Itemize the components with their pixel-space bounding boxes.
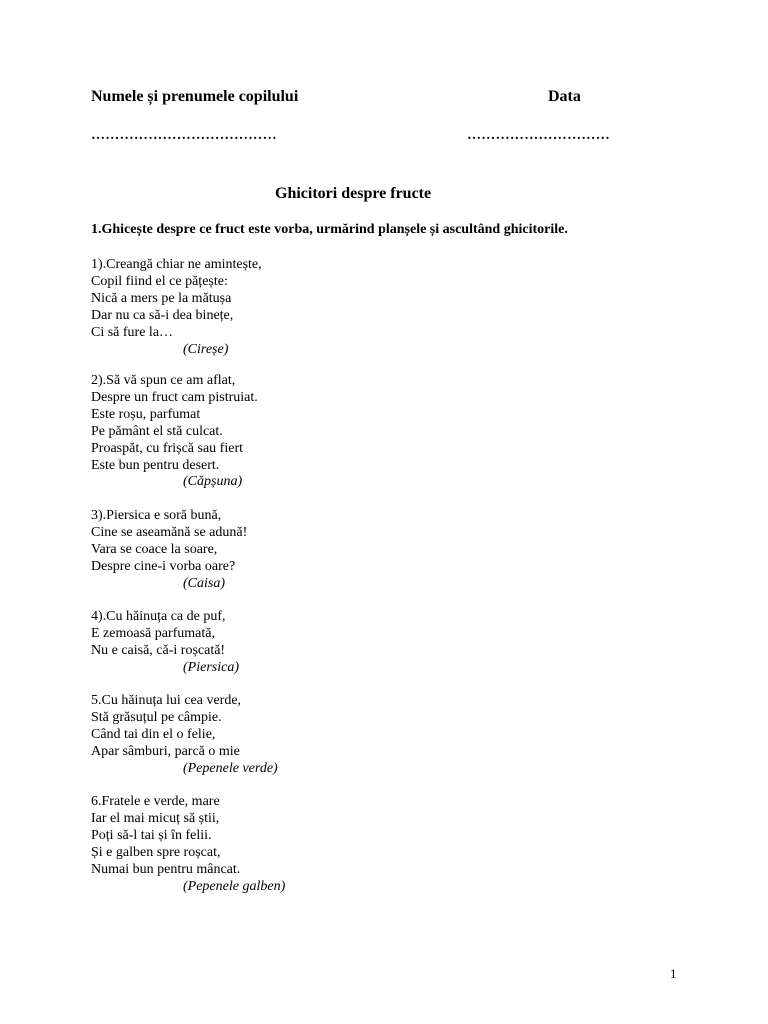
riddle-line: Proaspăt, cu frișcă sau fiert	[91, 440, 243, 456]
riddle-line: Și e galben spre roșcat,	[91, 844, 221, 860]
riddle-1	[91, 257, 262, 358]
riddle-line: 5.Cu hăinuța lui cea verde,	[91, 693, 242, 708]
riddle-answer: (Caisa)	[183, 575, 225, 591]
riddle-line: Când tai din el o felie,	[91, 726, 216, 742]
riddle-line: Dar nu ca să-i dea binețe,	[91, 307, 234, 323]
exercise-instruction: 1.Ghicește despre ce fruct este vorba, urmărind planșele și ascultând ghicitorile.	[91, 222, 568, 237]
riddle-line: Despre un fruct cam pistruiat.	[91, 389, 258, 405]
riddle-line: Este roșu, parfumat	[91, 406, 201, 422]
riddle-line: Vara se coace la soare,	[91, 541, 218, 557]
riddle-answer: (Pepenele galben)	[183, 878, 286, 894]
riddle-3	[91, 508, 247, 593]
riddle-line: 4).Cu hăinuța ca de puf,	[91, 609, 226, 624]
riddle-line: Ci să fure la…	[91, 324, 174, 340]
riddle-line: Poți să-l tai și în felii.	[91, 827, 212, 843]
riddle-line: 1).Creangă chiar ne amintește,	[91, 257, 262, 272]
riddle-line: 3).Piersica e soră bună,	[91, 508, 222, 523]
riddle-answer: (Piersica)	[183, 659, 239, 675]
riddle-line: Nu e caisă, că-i roșcată!	[91, 642, 226, 658]
riddle-line: Numai bun pentru mâncat.	[91, 861, 241, 877]
riddle-line: Stă grăsuțul pe câmpie.	[91, 709, 222, 725]
riddle-line: Este bun pentru desert.	[91, 457, 220, 473]
riddle-2	[91, 373, 258, 491]
riddle-line: E zemoasă parfumată,	[91, 625, 215, 641]
riddle-answer: (Căpșuna)	[183, 474, 243, 490]
riddle-line: Cine se aseamănă se adună!	[91, 524, 248, 540]
page-number: 1	[670, 966, 677, 981]
riddle-6	[91, 794, 285, 895]
riddle-line: Despre cine-i vorba oare?	[91, 558, 236, 574]
riddle-line: Iar el mai micuț să știi,	[91, 810, 220, 826]
riddle-answer: (Cireșe)	[183, 341, 229, 357]
riddle-answer: (Pepenele verde)	[183, 760, 278, 776]
riddle-line: Nică a mers pe la mătușa	[91, 290, 232, 306]
riddle-5	[91, 693, 278, 778]
date-label: Data	[548, 88, 581, 105]
date-blank: …………………………	[467, 128, 610, 143]
riddle-line: Copil fiind el ce pățește:	[91, 273, 228, 289]
riddle-4	[91, 609, 239, 677]
child-name-blank: …………………………………	[91, 128, 277, 143]
riddle-line: 6.Fratele e verde, mare	[91, 794, 220, 809]
child-name-label: Numele și prenumele copilului	[91, 88, 299, 105]
riddle-line: 2).Să vă spun ce am aflat,	[91, 373, 236, 388]
riddle-line: Pe pământ el stă culcat.	[91, 423, 223, 439]
riddle-line: Apar sâmburi, parcă o mie	[91, 743, 240, 759]
worksheet-title: Ghicitori despre fructe	[275, 185, 432, 202]
